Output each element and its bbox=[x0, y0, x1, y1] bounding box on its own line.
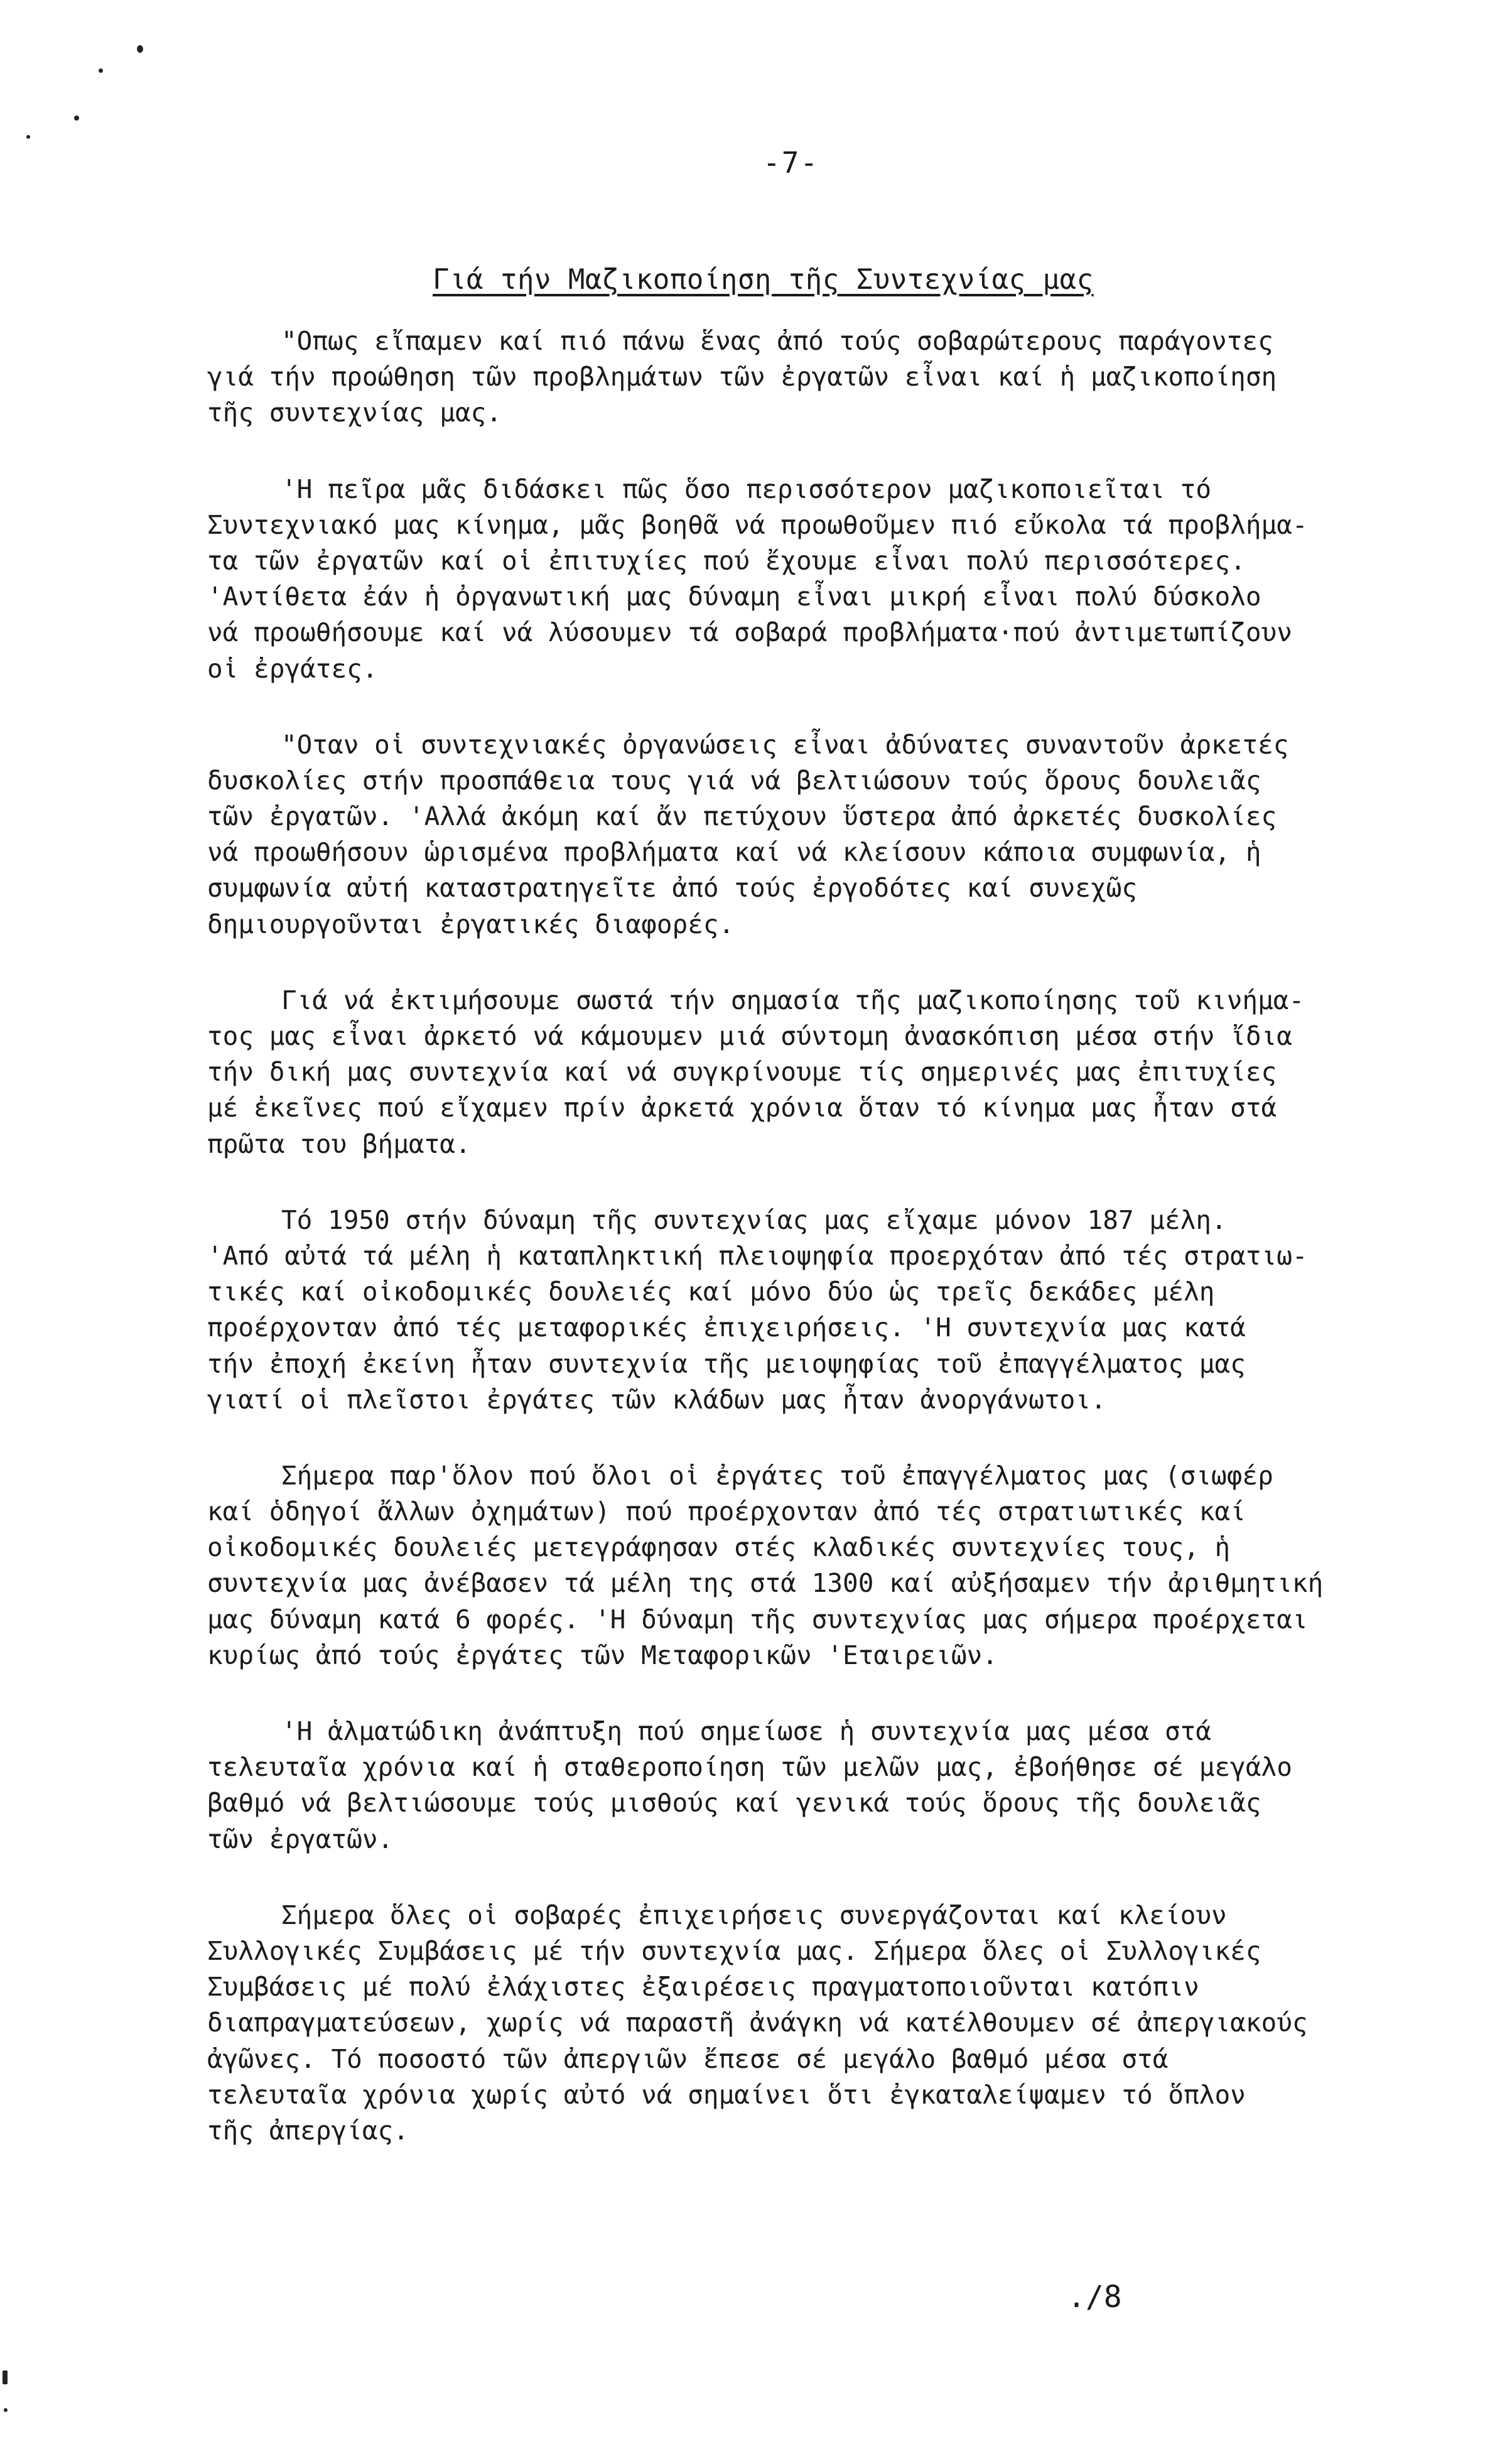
document-body bbox=[207, 323, 1388, 2189]
text-line: μέ ἐκεῖνες πού εἴχαμεν πρίν ἀρκετά χρόνια ὅταν τό κίνημα μας ἦταν στά bbox=[207, 1093, 1277, 1123]
text-line: τήν ἐποχή ἐκείνη ἦταν συντεχνία τῆς μειοψηφίας τοῦ ἐπαγγέλματος μας bbox=[207, 1348, 1246, 1379]
page-number: -7- bbox=[763, 146, 819, 180]
paragraph bbox=[207, 323, 1388, 431]
text-line: συμφωνία αὐτή καταστρατηγεῖτε ἀπό τούς ἐργοδότες καί συνεχῶς bbox=[207, 873, 1138, 904]
text-line: Συντεχνιακό μας κίνημα, μᾶς βοηθᾶ νά προωθοῦμεν πιό εὔκολα τά προβλήμα- bbox=[207, 509, 1308, 540]
paragraph bbox=[207, 1458, 1388, 1673]
text-line: τῆς συντεχνίας μας. bbox=[207, 397, 502, 428]
text-line: κυρίως ἀπό τούς ἐργάτες τῶν Μεταφορικῶν 'Εταιρειῶν. bbox=[207, 1640, 998, 1670]
text-line: νά προωθήσουμε καί νά λύσουμεν τά σοβαρά προβλήματα·πού ἀντιμετωπίζουν bbox=[207, 617, 1292, 648]
text-line: διαπραγματεύσεων, χωρίς νά παραστῆ ἀνάγκη νά κατέλθουμεν σέ ἀπεργιακούς bbox=[207, 2008, 1308, 2038]
text-line: τα τῶν ἐργατῶν καί οἱ ἐπιτυχίες πού ἔχουμε εἶναι πολύ περισσότερες. bbox=[207, 545, 1246, 576]
text-line: "Οπως εἴπαμεν καί πιό πάνω ἕνας ἀπό τούς σοβαρώτερους παράγοντες bbox=[281, 326, 1273, 356]
paragraph bbox=[207, 727, 1388, 943]
text-line: γιατί οἱ πλεῖστοι ἐργάτες τῶν κλάδων μας ἦταν ἀνοργάνωτοι. bbox=[207, 1384, 1106, 1415]
text-line: τικές καί οἰκοδομικές δουλειές καί μόνο δύο ὡς τρεῖς δεκάδες μέλη bbox=[207, 1277, 1215, 1307]
text-line: Συλλογικές Συμβάσεις μέ τήν συντεχνία μας. Σήμερα ὅλες οἱ Συλλογικές bbox=[207, 1935, 1261, 1966]
text-line: τος μας εἶναι ἀρκετό νά κάμουμεν μιά σύντομη ἀνασκόπιση μέσα στήν ἴδια bbox=[207, 1021, 1292, 1051]
text-line: βαθμό νά βελτιώσουμε τούς μισθούς καί γενικά τούς ὅρους τῆς δουλειᾶς bbox=[207, 1788, 1261, 1819]
scan-speck bbox=[4, 2408, 8, 2412]
text-line: 'Η πεῖρα μᾶς διδάσκει πῶς ὅσο περισσότερον μαζικοποιεῖται τό bbox=[281, 473, 1212, 504]
text-line: τῶν ἐργατῶν. bbox=[207, 1824, 394, 1854]
text-line: Συμβάσεις μέ πολύ ἐλάχιστες ἐξαιρέσεις πραγματοποιοῦνται κατόπιν bbox=[207, 1972, 1199, 2003]
text-line: οἱ ἐργάτες. bbox=[207, 653, 378, 684]
paragraph bbox=[207, 983, 1388, 1162]
scan-speck bbox=[3, 2370, 8, 2384]
text-line: συντεχνία μας ἀνέβασεν τά μέλη της στά 1300 καί αὐξήσαμεν τήν ἀριθμητική bbox=[207, 1568, 1324, 1599]
paragraph bbox=[207, 472, 1388, 687]
next-page-reference: ./8 bbox=[1067, 2279, 1122, 2315]
text-line: Τό 1950 στήν δύναμη τῆς συντεχνίας μας εἴχαμε μόνον 187 μέλη. bbox=[281, 1204, 1227, 1235]
scan-speck bbox=[99, 68, 103, 73]
scan-speck bbox=[137, 45, 143, 53]
text-line: καί ὁδηγοί ἄλλων ὀχημάτων) πού προέρχονταν ἀπό τές στρατιωτικές καί bbox=[207, 1496, 1246, 1527]
text-line: νά προωθήσουν ὡρισμένα προβλήματα καί νά κλείσουν κάποια συμφωνία, ἡ bbox=[207, 837, 1261, 868]
paragraph bbox=[207, 1714, 1388, 1857]
text-line: Γιά νά ἐκτιμήσουμε σωστά τήν σημασία τῆς μαζικοποίησης τοῦ κινήμα- bbox=[281, 985, 1305, 1015]
text-line: Σήμερα παρ'ὅλον πού ὅλοι οἱ ἐργάτες τοῦ ἐπαγγέλματος μας (σιωφέρ bbox=[281, 1460, 1273, 1491]
text-line: τήν δική μας συντεχνία καί νά συγκρίνουμε τίς σημερινές μας ἐπιτυχίες bbox=[207, 1057, 1277, 1088]
text-line: "Οταν οἱ συντεχνιακές ὀργανώσεις εἶναι ἀδύνατες συναντοῦν ἀρκετές bbox=[281, 729, 1289, 760]
text-line: δημιουργοῦνται ἐργατικές διαφορές. bbox=[207, 909, 735, 939]
text-line: τῶν ἐργατῶν. 'Αλλά ἀκόμη καί ἄν πετύχουν ὕστερα ἀπό ἀρκετές δυσκολίες bbox=[207, 801, 1277, 832]
paragraph bbox=[207, 1203, 1388, 1418]
text-line: 'Αντίθετα ἐάν ἡ ὀργανωτική μας δύναμη εἶναι μικρή εἶναι πολύ δύσκολο bbox=[207, 581, 1261, 612]
text-line: Σήμερα ὅλες οἱ σοβαρές ἐπιχειρήσεις συνεργάζονται καί κλείουν bbox=[281, 1900, 1227, 1930]
text-line: τῆς ἀπεργίας. bbox=[207, 2115, 409, 2146]
text-line: οἰκοδομικές δουλειές μετεγράφησαν στές κλαδικές συντεχνίες τους, ἡ bbox=[207, 1532, 1231, 1563]
scan-speck bbox=[26, 135, 30, 139]
text-line: 'Από αὐτά τά μέλη ἡ καταπληκτική πλειοψηφία προερχόταν ἀπό τές στρατιω- bbox=[207, 1240, 1308, 1271]
page-title: Γιά τήν Μαζικοποίηση τῆς Συντεχνίας μας bbox=[433, 264, 1094, 296]
text-line: τελευταῖα χρόνια καί ἡ σταθεροποίηση τῶν μελῶν μας, ἐβοήθησε σέ μεγάλο bbox=[207, 1752, 1292, 1783]
text-line: γιά τήν προώθηση τῶν προβλημάτων τῶν ἐργατῶν εἶναι καί ἡ μαζικοποίηση bbox=[207, 362, 1277, 392]
text-line: προέρχονταν ἀπό τές μεταφορικές ἐπιχειρήσεις. 'Η συντεχνία μας κατά bbox=[207, 1312, 1246, 1343]
text-line: δυσκολίες στήν προσπάθεια τους γιά νά βελτιώσουν τούς ὅρους δουλειᾶς bbox=[207, 765, 1261, 796]
scan-speck bbox=[74, 116, 79, 121]
text-line: ἀγῶνες. Τό ποσοστό τῶν ἀπεργιῶν ἔπεσε σέ μεγάλο βαθμό μέσα στά bbox=[207, 2043, 1169, 2074]
text-line: πρῶτα του βήματα. bbox=[207, 1128, 471, 1159]
text-line: μας δύναμη κατά 6 φορές. 'Η δύναμη τῆς συντεχνίας μας σήμερα προέρχεται bbox=[207, 1604, 1308, 1635]
text-line: 'Η ἁλματώδικη ἀνάπτυξη πού σημείωσε ἡ συντεχνία μας μέσα στά bbox=[281, 1716, 1212, 1746]
paragraph bbox=[207, 1898, 1388, 2149]
text-line: τελευταῖα χρόνια χωρίς αὐτό νά σημαίνει ὅτι ἐγκαταλείψαμεν τό ὅπλον bbox=[207, 2079, 1246, 2110]
